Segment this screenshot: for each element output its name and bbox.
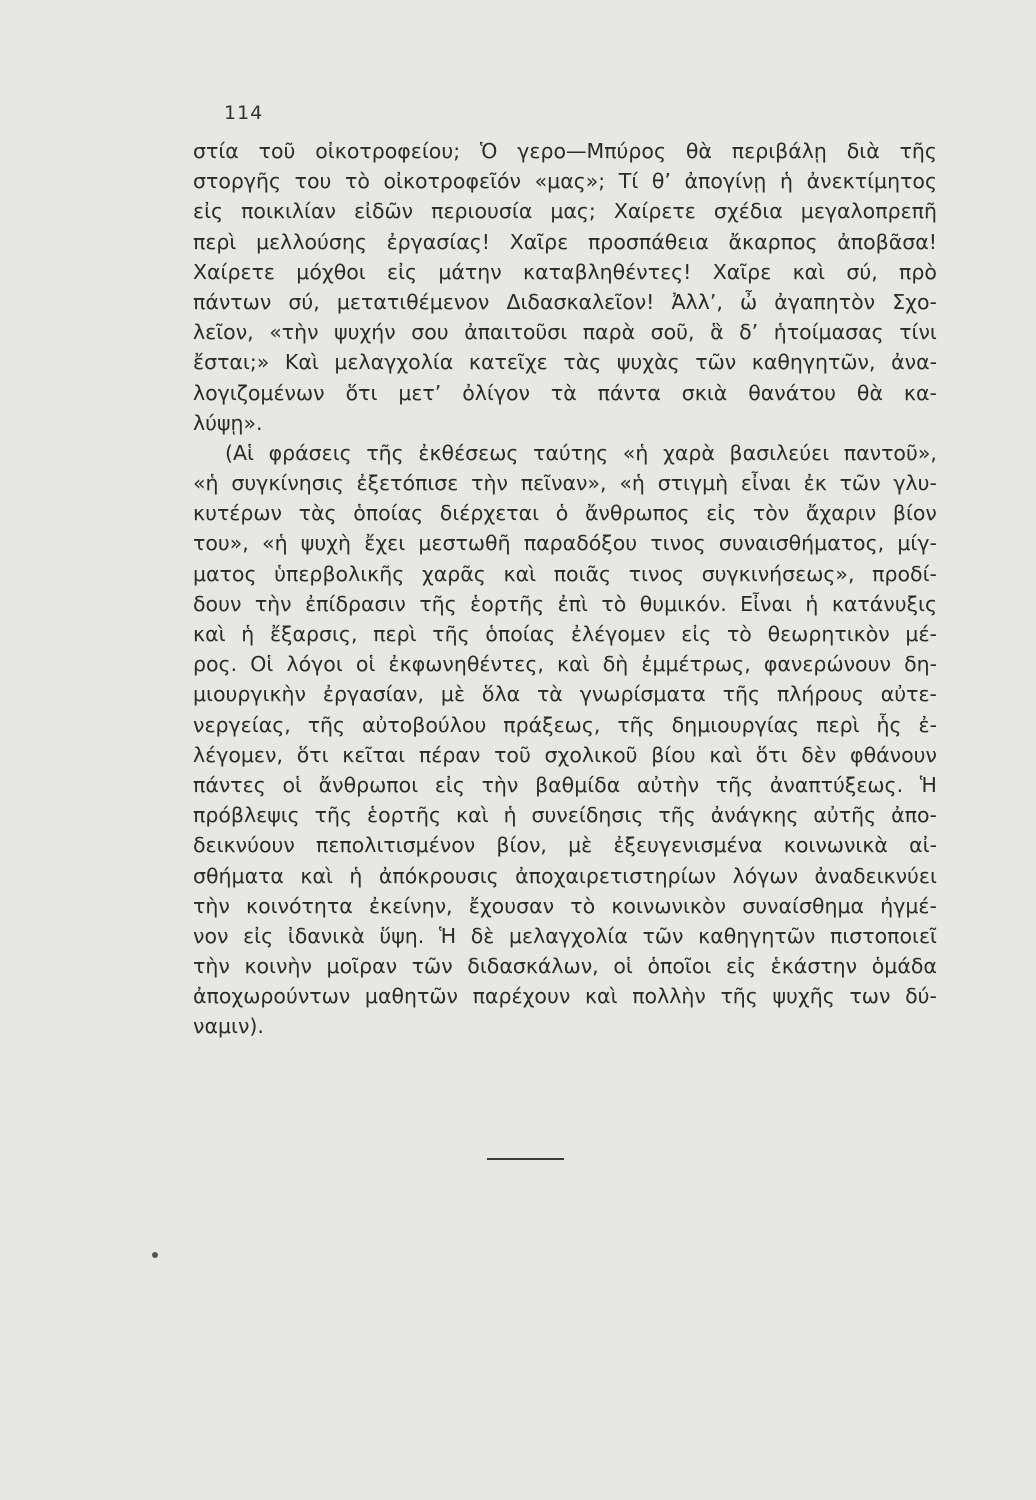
word: διδασκάλων, [467,954,599,979]
word: ὁ [555,501,569,526]
word: νεργείας, [193,712,291,737]
word: ἐκθέσεως [418,440,519,465]
text-line [193,498,937,528]
word: ἄνθρωπος [584,501,690,526]
word: φράσεις [268,440,352,465]
word: «τὴν [269,320,319,345]
word: πάντα [597,380,661,405]
word: σύ, [846,259,878,284]
word: ὑπερβολικῆς [274,561,405,586]
word: πλήρους [776,682,864,707]
word: ὁμάδα [871,954,937,979]
word: παρὰ [582,320,636,345]
word: καὶ [456,803,489,828]
word: καὶ [300,863,333,888]
word: βαθμίδα [535,772,621,797]
word: τὸν [752,501,790,526]
word: περιβάλῃ [731,139,827,163]
word: τοῦ [258,139,296,163]
word: τὸ [570,893,596,918]
word: καὶ [584,984,618,1009]
word: ἑορτῆς [367,803,442,828]
word: μελαγχολία [334,350,454,375]
word: βασιλεύει [729,440,830,465]
word: εἰς [434,772,465,797]
word: πεῖναν», [520,471,607,496]
word: δὲ [470,923,495,948]
word: ὁποίας [353,501,424,526]
word: ἄνθρωποι [318,772,419,797]
word: τῆς [658,803,696,828]
word: δ’ [739,320,759,345]
word: γερο—Μπύρος [517,139,666,163]
word: μεγαλοπρεπῆ [800,199,937,224]
word: κατεῖχε [468,350,548,375]
word: νον [193,923,229,948]
word: τῶν [839,471,881,496]
word: τῆς [720,984,758,1009]
word: θ’ [651,169,671,194]
word: κοινωνικὰ [783,833,888,858]
text-line [193,710,937,740]
text-line [193,528,937,558]
word: Χαῖρε [712,259,772,284]
word: ἡ [780,169,794,194]
word: σύ, [288,289,320,314]
word: ἔχει [364,531,406,556]
word: ὅλα [481,682,521,707]
word: του», [193,531,249,556]
word: κατάνυξις [831,591,937,616]
word: ἔξαρσις, [269,622,358,646]
word: ἡ [241,622,255,646]
text-line [193,438,937,468]
word: Χαίρετε [193,259,276,284]
word: μιουργικὴν [193,682,306,707]
word: οἰκοτροφείου; [315,139,461,163]
text-line [193,619,937,649]
word: τὰς [563,350,602,375]
text-line [193,227,937,257]
word: μελλούσης [256,229,367,254]
word: πολλὴν [632,984,706,1009]
word: τῶν [411,954,453,979]
word: Διδασκαλεῖον! [506,289,655,314]
word: ναμιν). [193,1014,264,1039]
word: κοινότητα [246,893,353,918]
word: ἐμμέτρως, [641,652,751,677]
word: φθάνουν [850,742,937,767]
word: δὲν [801,742,837,767]
word: τὸ [344,169,370,194]
text-line [193,740,937,770]
word: τινος [650,531,706,556]
word: τῆς [366,440,404,465]
word: ἐλέγομεν [570,622,666,646]
word: παντοῦ», [843,440,937,465]
word: βίον [892,501,937,526]
word: τὴν [254,591,292,616]
word: τῶν [695,350,737,375]
word: ἀποχωρούντων [193,984,351,1009]
word: Ἀλλ’, [671,289,723,314]
word: πράξεως, [503,712,601,737]
word: διέρχεται [439,501,540,526]
word: οἱ [613,954,633,979]
word: εἰς [193,199,224,224]
word: ἄχαριν [805,501,877,526]
word: στιγμὴ [657,471,729,496]
word: αὐτὴν [636,772,700,797]
word: ἡ [503,803,517,828]
word: τὸ [726,622,752,646]
word: δὴ [602,652,629,677]
word: οἱ [355,652,376,677]
word: προσπάθεια [587,229,709,254]
word: τῆς [419,591,457,616]
word: πεπολιτισμένον [316,833,476,858]
word: σκιὰ [681,380,728,405]
word: καὶ [557,652,590,677]
word: δη- [904,652,937,677]
word: λογιζομένων [193,380,325,405]
word: ἀνεκτίμητος [806,169,937,194]
word: ἐ- [918,712,937,737]
word: Ἡ [919,772,937,797]
word: γλυ- [893,471,937,496]
word: ἀγαπητὸν [774,289,876,314]
word: «ἡ [193,471,219,496]
word: σχέδια [713,199,783,224]
word: ἧς [876,712,902,737]
word: τὸ [601,591,627,616]
word: ὅτι [755,742,788,767]
word: καὶ [193,622,226,646]
word: λόγων [732,863,799,888]
word: περὶ [193,229,237,254]
word: τίνι [899,320,937,345]
word: ἀποχαιρετιστηρίων [515,863,717,888]
word: πιστοποιεῖ [830,923,937,948]
word: παρέχουν [472,984,571,1009]
word: ὦ [739,289,758,314]
word: ψυχὰς [616,350,680,375]
word: ἀναδεικνύει [814,863,937,888]
word: πάντων [193,289,272,314]
word: βίου [651,742,696,767]
word: κεῖται [342,742,406,767]
word: συναισθήματος, [718,531,885,556]
word: τῆς [715,772,754,797]
word: πρὸ [899,259,937,284]
word: ἀπόκρουσις [378,863,499,888]
section-divider [487,1158,564,1160]
text-line [193,408,937,438]
word: αὐτοβούλου [362,712,487,737]
word: φανερώνουν [763,652,891,677]
word: τοῦ [494,742,531,767]
text-line [193,830,937,860]
word: δύ- [905,984,937,1009]
word: μόχθοι [296,259,366,284]
word: κοινωνικὸν [611,893,726,918]
word: περὶ [816,712,860,737]
word: ψυχήν [334,320,396,345]
word: ρος. [193,652,238,677]
word: ἡ [349,863,363,888]
word: (Αἱ [225,440,254,465]
word: αὐτε- [880,682,937,707]
text-line [193,589,937,619]
word: ἐξευγενισμένα [613,833,763,858]
text-line [193,317,937,347]
word: χαρὰ [662,440,715,465]
word: τὰ [536,682,563,707]
word: περὶ [373,622,417,646]
page-number: 114 [224,102,264,124]
word: Τί [618,169,639,194]
word: συναίσθημα [742,893,865,918]
text-line [193,891,937,921]
word: πάντες [193,772,266,797]
word: ἀπαιτοῦσι [464,320,568,345]
word: μίγ- [897,531,937,556]
word: οἰκοτροφεῖόν [383,169,522,194]
word: στοργῆς [193,169,282,194]
word: συγκίνησις [231,471,344,496]
word: καθηγητῶν [698,923,816,948]
word: τὰ [550,380,577,405]
text-line [193,861,937,891]
word: τῆς [314,803,353,828]
word: ποιᾶς [553,561,612,586]
word: θὰ [856,380,883,405]
text-line [193,378,937,408]
word: συγκινήσεως», [701,561,855,586]
text-line [193,257,937,287]
word: στία [193,139,239,163]
word: Ἡ [438,923,457,948]
text-line [193,951,937,981]
text-line [193,921,937,951]
word: ὁποῖοι [647,954,712,979]
word: κα- [903,380,937,405]
word: τὴν [471,471,508,496]
word: καὶ [792,259,826,284]
text-line [193,468,937,498]
word: τῆς [307,712,346,737]
word: δουν [193,591,242,616]
word: ταύτης [533,440,609,465]
ink-speck [152,1252,158,1258]
word: παραδόξου [523,531,638,556]
word: ἐξετόπισε [356,471,459,496]
word: τὰς [298,501,337,526]
text-line [193,1011,937,1041]
word: μελαγχολία [509,923,628,948]
word: ματος [193,561,257,586]
word: ἑορτῆς [470,591,545,616]
word: σθήματα [193,863,284,888]
word: εἰς [243,923,274,948]
word: μάτην [438,259,502,284]
word: μας; [550,199,596,224]
word: τῆς [899,139,937,163]
word: ἔσται;» [193,350,270,375]
word: ὅτι [345,380,378,405]
word: τῆς [722,682,761,707]
word: μὲ [568,833,593,858]
word: ἐπὶ [557,591,588,616]
word: λόγοι [286,652,343,677]
word: ἀνα- [891,350,937,375]
word: ἐκ [803,471,827,496]
text-line [193,649,937,679]
word: μαθητῶν [364,984,458,1009]
word: τὴν [481,772,519,797]
word: μεστωθῆ [418,531,511,556]
word: διὰ [846,139,880,163]
word: ἐπίδρασιν [305,591,406,616]
word: σχολικοῦ [544,742,638,767]
word: μὲ [440,682,466,707]
word: μετ’ [398,380,442,405]
word: ἡτοίμασας [773,320,884,345]
word: Χαῖρε [509,229,569,254]
word: πρόβλεψις [193,803,300,828]
word: Εἶναι [740,591,792,616]
word: τὴν [193,954,230,979]
word: εἰς [706,501,737,526]
word: μετατιθέμενον [336,289,490,314]
word: σου [411,320,449,345]
word: ἑκάστην [770,954,858,979]
word: μέ- [905,622,937,646]
word: δεικνύουν [193,833,295,858]
word: εἰδῶν [353,199,414,224]
word: θανάτου [748,380,836,405]
word: Χαίρετε [613,199,696,224]
word: ἐκφωνηθέντες, [388,652,544,677]
word: ψυχῆς [772,984,835,1009]
word: εἰς [725,954,756,979]
word: τῆς [617,712,655,737]
word: του [294,169,332,194]
word: τινος [628,561,685,586]
word: θὰ [685,139,712,163]
text-line [193,196,937,226]
word: ψυχὴ [300,531,352,556]
word: Ὁ [479,139,498,163]
word: ἔχουσαν [468,893,555,918]
word: οἱ [282,772,302,797]
text-line [193,800,937,830]
word: αἰ- [909,833,937,858]
word: ὀλίγον [462,380,530,405]
word: σοῦ, [650,320,695,345]
word: ἀναπτύξεως. [769,772,904,797]
word: λεῖον, [193,320,254,345]
word: βίον, [496,833,547,858]
word: τῆς [432,622,470,646]
word: δημιουργίας [671,712,800,737]
word: λέγομεν, [193,742,283,767]
word: πέραν [418,742,481,767]
word: λύψῃ». [193,410,263,435]
word: καὶ [503,561,537,586]
word: ἰδανικὰ [287,923,365,948]
text-line [193,166,937,196]
word: θεωρητικὸν [767,622,890,646]
word: ἀπο- [891,803,937,828]
word: «μας»; [534,169,606,194]
word: Οἱ [250,652,274,677]
text-line [193,679,937,709]
word: ἐργασίας! [386,229,490,254]
word: Σχο- [892,289,937,314]
word: θυμικόν. [639,591,727,616]
word: ἀποβᾶσα! [837,229,937,254]
word: συνείδησις [531,803,644,828]
word: προδί- [872,561,937,586]
text-line [193,559,937,589]
text-line [193,770,937,800]
word: «ἡ [622,440,649,465]
word: ἀνάγκης [710,803,799,828]
word: χαρᾶς [421,561,486,586]
word: των [849,984,891,1009]
word: αὐτῆς [813,803,877,828]
word: ὅτι [296,742,329,767]
text-line [193,287,937,317]
word: καθηγητῶν, [751,350,876,375]
body-text [193,136,937,1042]
word: γνωρίσματα [579,682,706,707]
word: ἃ [710,320,724,345]
word: τῶν [642,923,684,948]
text-line [193,347,937,377]
word: «ἡ [262,531,288,556]
word: ἡ [805,591,819,616]
word: Καὶ [284,350,319,375]
word: ἠγμέ- [880,893,937,918]
word: ὁποίας [485,622,556,646]
word: ἄκαρπος [728,229,818,254]
word: κοινὴν [244,954,312,979]
word: «ἡ [619,471,645,496]
word: καταβληθέντες! [523,259,692,284]
word: κυτέρων [193,501,282,526]
word: καὶ [709,742,742,767]
word: ποικιλίαν [241,199,336,224]
word: μοῖραν [326,954,398,979]
word: εἰς [387,259,418,284]
word: ἐργασίαν, [322,682,425,707]
text-line [193,981,937,1011]
word: εἰς [681,622,712,646]
word: εἶναι [740,471,791,496]
word: ἐκείνην, [368,893,453,918]
word: ὕψη. [379,923,425,948]
word: περιουσία [431,199,533,224]
text-line [193,136,937,166]
word: τὴν [193,893,230,918]
word: ἀπογίνῃ [684,169,767,194]
